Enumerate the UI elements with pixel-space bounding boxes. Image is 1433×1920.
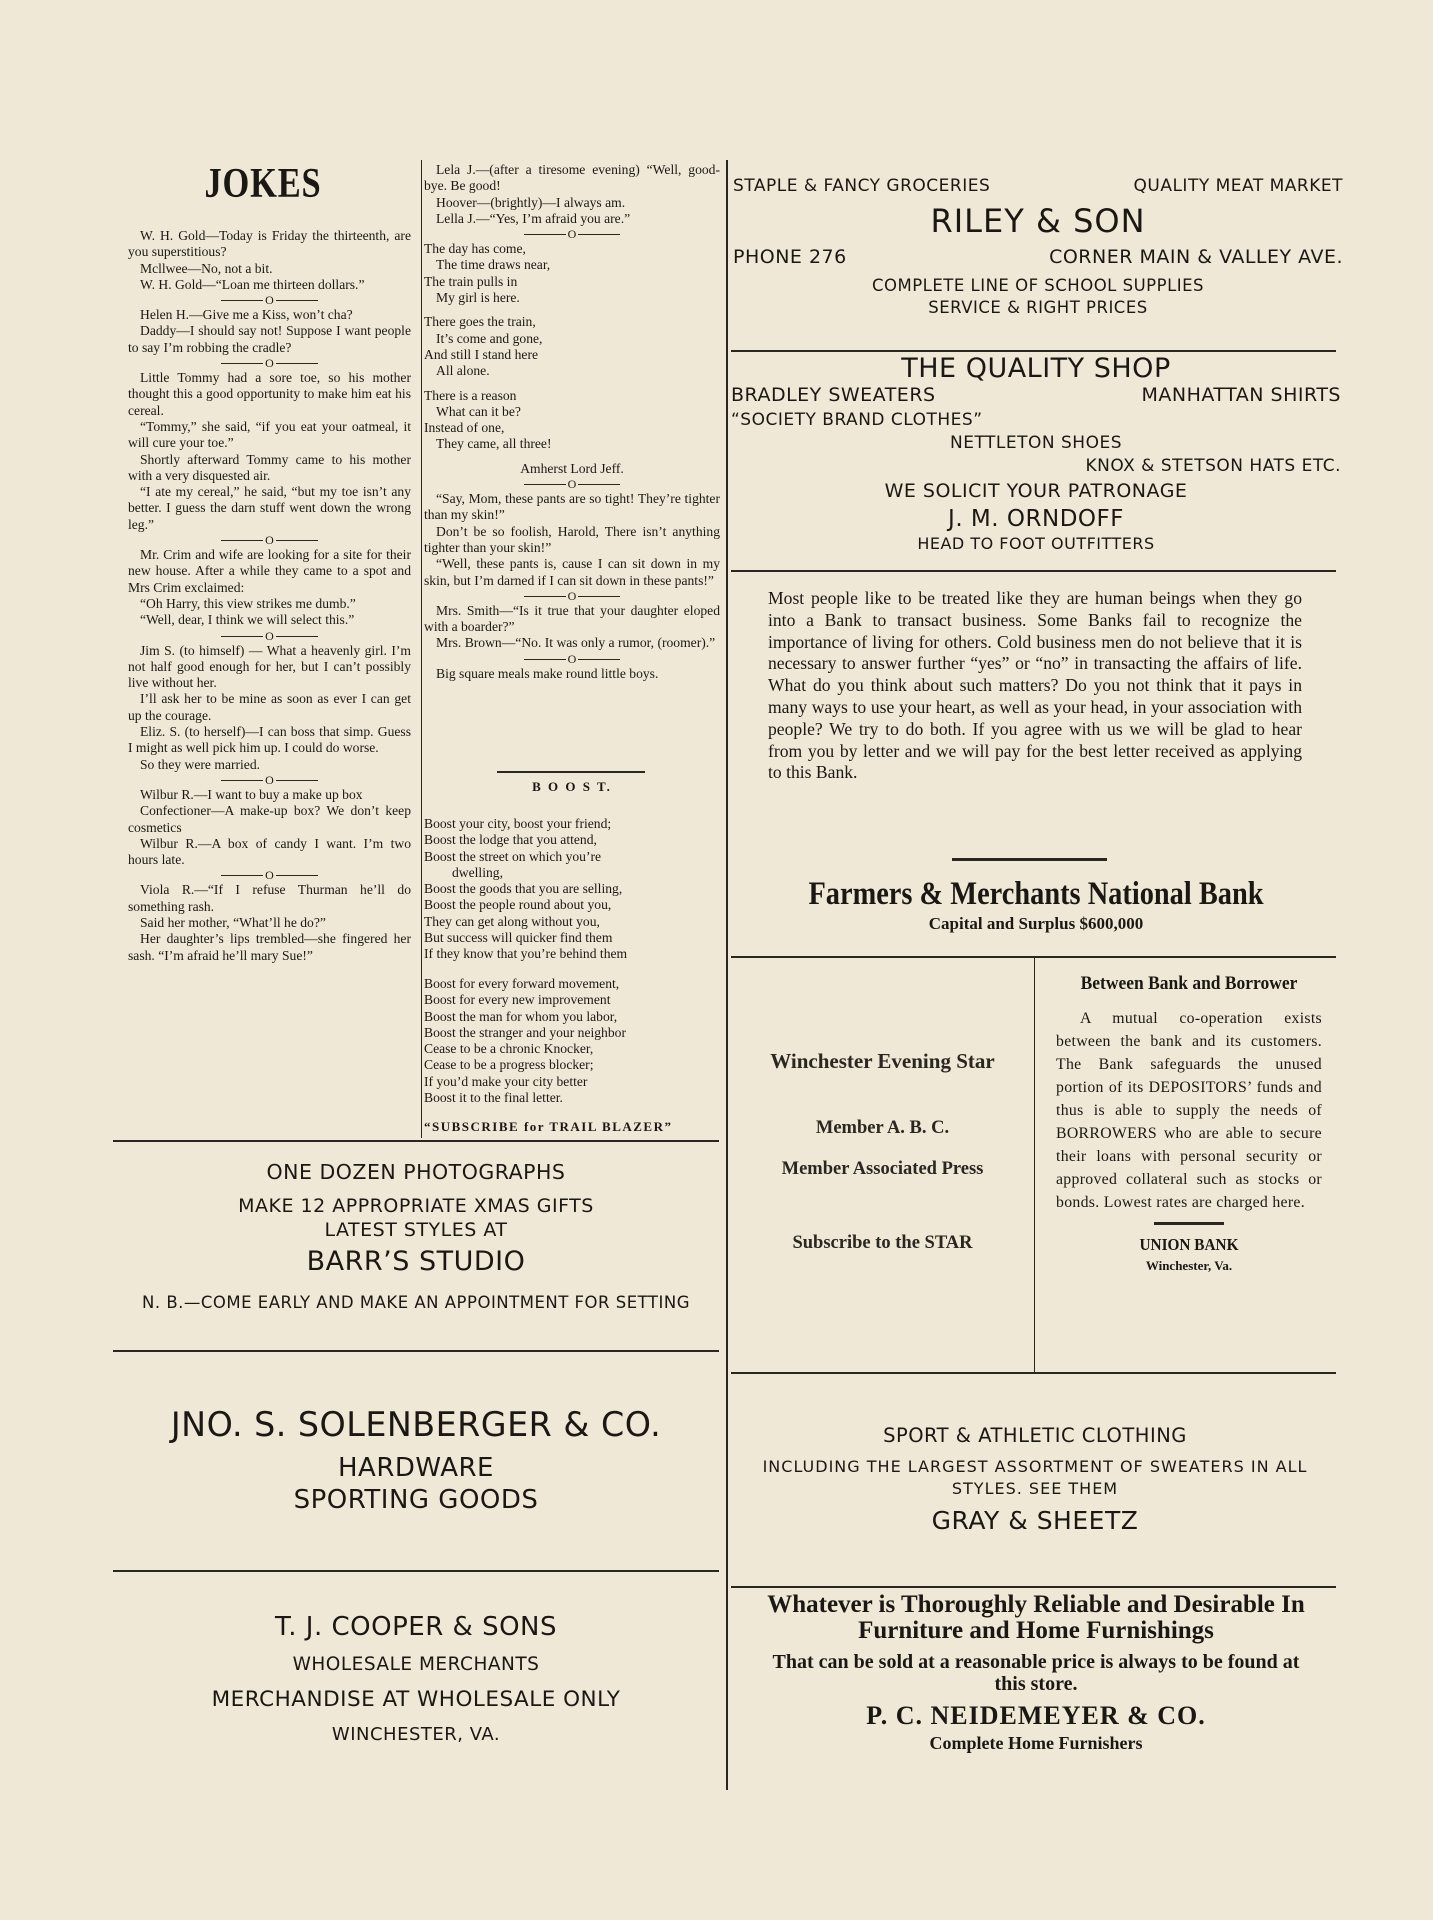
barr-name: BARR’S STUDIO (306, 1246, 526, 1277)
joke-paragraph: Wilbur R.—I want to buy a make up box (140, 786, 363, 802)
joke-paragraph: “Oh Harry, this view strikes me dumb.” (140, 595, 356, 611)
union-short-rule (1154, 1222, 1224, 1225)
boost-line: Boost the people round about you, (424, 897, 612, 913)
boost-line: They can get along without you, (424, 913, 600, 929)
joke-paragraph: W. H. Gold—“Loan me thirteen dollars.” (140, 276, 365, 292)
boost-line: If they know that you’re behind them (424, 946, 628, 962)
joke-paragraph: W. H. Gold—Today is Friday the thirteenth, are you superstitious? (128, 228, 411, 260)
barr-line1: ONE DOZEN PHOTOGRAPHS (266, 1160, 566, 1184)
boost-line: Boost for every forward movement, (424, 976, 620, 991)
stanza-gap (424, 453, 720, 461)
column-rule (421, 160, 422, 1138)
riley-phone: PHONE 276 (733, 246, 847, 268)
joke-paragraph: Don’t be so foolish, Harold, There isn’t anything tighter than your skin!” (424, 523, 720, 555)
nettleton-shoes: NETTLETON SHOES (949, 433, 1122, 453)
joke-paragraph: “Well, these pants is, cause I can sit down in my skin, but I’m darned if I can sit down in these pants!” (424, 556, 720, 588)
attribution: Amherst Lord Jeff. (520, 460, 624, 476)
cooper-name: T. J. COOPER & SONS (274, 1612, 557, 1642)
stanza-gap (424, 306, 720, 314)
boost-title: B O O S T. (532, 779, 612, 794)
rule (113, 1140, 719, 1142)
riley-school-supplies: COMPLETE LINE OF SCHOOL SUPPLIES (871, 276, 1205, 295)
gray-line2: INCLUDING THE LARGEST ASSORTMENT OF SWEATERS IN ALL STYLES. SEE THEM (762, 1457, 1308, 1498)
barr-note: N. B.—COME EARLY AND MAKE AN APPOINTMENT FOR SETTING (141, 1293, 691, 1312)
solenberger-ad (100, 1405, 732, 1515)
boost-line: Boost it to the final letter. (424, 1090, 563, 1106)
separator: O (128, 356, 411, 370)
solenberger-name: JNO. S. SOLENBERGER & CO. (170, 1405, 662, 1445)
boost-line: Cease to be a progress blocker; (424, 1057, 594, 1073)
joke-paragraph: Mrs. Brown—“No. It was only a rumor, (roomer).” (436, 635, 716, 651)
verse-line: My girl is here. (436, 290, 520, 306)
verse-line: The time draws near, (436, 257, 551, 273)
star-abc: Member A. B. C. (815, 1118, 950, 1138)
union-title: Between Bank and Borrower (1080, 973, 1298, 994)
joke-paragraph: Said her mother, “What’ll he do?” (140, 914, 326, 930)
cooper-city: WINCHESTER, VA. (331, 1724, 501, 1745)
riley-groceries: STAPLE & FANCY GROCERIES (733, 176, 991, 196)
separator: O (424, 652, 720, 666)
knox-stetson: KNOX & STETSON HATS ETC. (1085, 456, 1341, 476)
boost-line: If you’d make your city better (424, 1073, 588, 1089)
joke-paragraph: “I ate my cereal,” he said, “but my toe isn’t any better. I guess the darn stuff went down the wrong leg.” (128, 484, 411, 532)
joke-paragraph: Viola R.—“If I refuse Thurman he’ll do something rash. (128, 882, 411, 914)
barr-line2: MAKE 12 APPROPRIATE XMAS GIFTS (238, 1195, 594, 1217)
rule (731, 1372, 1336, 1374)
joke-paragraph: “Say, Mom, these pants are so tight! They’re tighter than my skin!” (424, 491, 720, 523)
neidemeyer-headline: Whatever is Thoroughly Reliable and Desirable In Furniture and Home Furnishings (767, 1591, 1305, 1644)
star-subscribe: Subscribe to the STAR (792, 1233, 973, 1253)
neidemeyer-sub: That can be sold at a reasonable price is always to be found at this store. (772, 1651, 1300, 1695)
separator: O (424, 477, 720, 491)
neidemeyer-name: P. C. NEIDEMEYER & CO. (866, 1701, 1206, 1730)
joke-paragraph: Helen H.—Give me a Kiss, won’t cha? (140, 307, 353, 323)
union-place: Winchester, Va. (1145, 1258, 1233, 1273)
quality-title: THE QUALITY SHOP (901, 353, 1171, 384)
cooper-wholesale: WHOLESALE MERCHANTS (292, 1654, 540, 1675)
joke-paragraph: Confectioner—A make-up box? We don’t keep cosmetics (128, 803, 411, 835)
society-brand: “SOCIETY BRAND CLOTHES” (731, 410, 983, 430)
separator: O (128, 868, 411, 882)
orndoff: J. M. ORNDOFF (948, 506, 1124, 532)
joke-paragraph: Little Tommy had a sore toe, so his mother thought this a good opportunity to make him eat his cereal. (128, 370, 411, 418)
boost-line: dwelling, (452, 864, 503, 880)
joke-paragraph: Jim S. (to himself) — What a heavenly girl. I’m not half good enough for her, but I can’t possibly live without her. (128, 642, 411, 691)
union-name: UNION BANK (1139, 1235, 1239, 1254)
jokes-column-1 (128, 228, 411, 964)
joke-paragraph: Mr. Crim and wife are looking for a site for their new house. After a while they came to a spot and Mrs Crim exclaimed: (128, 547, 411, 595)
manhattan-shirts: MANHATTAN SHIRTS (1141, 384, 1341, 406)
verse-line: There goes the train, (424, 314, 536, 330)
quality-shop-ad (731, 353, 1341, 553)
joke-paragraph: “Tommy,” she said, “if you eat your oatmeal, it will cure your toe.” (128, 418, 411, 451)
star-ad (731, 1049, 1034, 1254)
barr-line3: LATEST STYLES AT (324, 1219, 508, 1241)
joke-paragraph: Mrs. Smith—“Is it true that your daughter eloped with a boarder?” (424, 602, 720, 635)
joke-paragraph: Lella J.—“Yes, I’m afraid you are.” (436, 210, 631, 226)
cooper-merchandise: MERCHANDISE AT WHOLESALE ONLY (211, 1687, 621, 1712)
jokes-title: JOKES (204, 161, 322, 207)
rule (731, 570, 1336, 572)
boost-line: But success will quicker find them (424, 930, 613, 946)
star-union-rule (1034, 958, 1035, 1372)
bank-paragraph: Most people like to be treated like they are human beings when they go into a Bank to transact business. Some Banks fail to recognize the importance of living for others. Cold business men do not believe that it is necessary to answer further “yes” or “no” in transacting the affairs of life. What do you think about such matters? Do you not think that it pays in many ways to use your heart, as well as your head, in your association with people? We try to do both. If you agree with us we will be glad to hear from you by letter and we will pay for the best letter received as applying to this Bank. (768, 588, 1302, 783)
separator: O (424, 227, 720, 241)
verse-line: All alone. (436, 363, 490, 379)
verse-line: There is a reason (424, 387, 517, 403)
boost-line: Boost the goods that you are selling, (424, 881, 623, 897)
verse-line: The day has come, (424, 241, 526, 257)
gray-name: GRAY & SHEETZ (931, 1506, 1139, 1535)
verse-line: What can it be? (436, 403, 521, 419)
boost-line: Boost your city, boost your friend; (424, 816, 612, 831)
neidemeyer-ad (752, 1592, 1320, 1754)
joke-paragraph: Hoover—(brightly)—I always am. (436, 194, 626, 210)
bank-short-rule (952, 858, 1107, 861)
boost-rule (497, 771, 645, 773)
bradley-sweaters: BRADLEY SWEATERS (731, 384, 936, 406)
verse-line: They came, all three! (436, 436, 552, 452)
head-to-foot: HEAD TO FOOT OUTFITTERS (917, 534, 1155, 553)
rule (731, 350, 1336, 352)
boost-line: Boost the stranger and your neighbor (424, 1024, 626, 1040)
boost-stanza-2 (424, 976, 720, 1106)
joke-paragraph: So they were married. (140, 756, 261, 772)
center-rule (726, 160, 728, 1790)
rule (113, 1350, 719, 1352)
barr-ad (113, 1160, 719, 1314)
solicit-patronage: WE SOLICIT YOUR PATRONAGE (884, 480, 1188, 502)
union-text: A mutual co-operation exists between the bank and its customers. The Bank safeguards the unused portion of its DEPOSITORS’ funds and thus is able to supply the needs of BORROWERS who are able to secure their loans with personal security or approved collateral such as stocks or bonds. Lowest rates are charged here. (1056, 1010, 1322, 1211)
cooper-ad (113, 1612, 719, 1745)
joke-paragraph: Lela J.—(after a tiresome evening) “Well, good-bye. Be good! (424, 162, 720, 194)
joke-paragraph: Mcllwee—No, not a bit. (140, 260, 273, 276)
joke-paragraph: I’ll ask her to be mine as soon as ever I can get up the courage. (128, 691, 411, 723)
verse-line: Instead of one, (424, 420, 505, 436)
separator: O (128, 293, 411, 307)
stanza-gap (424, 380, 720, 388)
boost-line: Boost the lodge that you attend, (424, 832, 597, 848)
star-title: Winchester Evening Star (770, 1049, 995, 1073)
verse-line: It’s come and gone, (436, 330, 543, 346)
jokes-column-2 (424, 162, 720, 682)
riley-service: SERVICE & RIGHT PRICES (928, 298, 1148, 317)
bank-name: Farmers & Merchants National Bank (808, 876, 1264, 912)
riley-address: CORNER MAIN & VALLEY AVE. (1049, 246, 1343, 268)
neidemeyer-tagline: Complete Home Furnishers (929, 1733, 1143, 1753)
boost-line: Boost the man for whom you labor, (424, 1008, 618, 1024)
separator: O (128, 773, 411, 787)
star-ap: Member Associated Press (781, 1159, 984, 1179)
separator: O (128, 629, 411, 643)
joke-paragraph: Her daughter’s lips trembled—she fingered her sash. “I’m afraid he’ll mary Sue!” (128, 931, 411, 963)
bank-capital: Capital and Surplus $600,000 (928, 914, 1144, 933)
riley-name: RILEY & SON (930, 202, 1146, 240)
joke-paragraph: “Well, dear, I think we will select this.” (140, 612, 355, 628)
rule (731, 1586, 1336, 1588)
union-bank-ad (1056, 973, 1322, 1274)
verse-line: The train pulls in (424, 273, 518, 289)
gray-sheetz-ad (740, 1424, 1330, 1535)
rule (113, 1570, 719, 1572)
boost-line: Boost for every new improvement (424, 992, 611, 1008)
boost-line: Boost the street on which you’re (424, 848, 602, 864)
subscribe-trail-blazer: “SUBSCRIBE for TRAIL BLAZER” (424, 1119, 673, 1134)
solenberger-sporting: SPORTING GOODS (293, 1485, 539, 1515)
separator: O (128, 533, 411, 547)
separator: O (424, 589, 720, 603)
gray-line1: SPORT & ATHLETIC CLOTHING (883, 1424, 1187, 1447)
boost-line: Cease to be a chronic Knocker, (424, 1041, 594, 1057)
boost-stanza-1 (424, 816, 720, 963)
joke-paragraph: Eliz. S. (to herself)—I can boss that simp. Guess I might as well pick him up. I could do worse. (128, 724, 411, 756)
joke-paragraph: Shortly afterward Tommy came to his mother with a very disquested air. (128, 451, 411, 483)
riley-ad (733, 176, 1343, 317)
verse-line: And still I stand here (424, 346, 539, 362)
joke-paragraph: Wilbur R.—A box of candy I want. I’m two hours late. (128, 835, 411, 868)
riley-meat-market: QUALITY MEAT MARKET (1133, 176, 1343, 196)
joke-paragraph: Big square meals make round little boys. (436, 665, 659, 681)
solenberger-hardware: HARDWARE (338, 1453, 494, 1483)
joke-paragraph: Daddy—I should say not! Suppose I want people to say I’m robbing the cradle? (128, 323, 411, 355)
